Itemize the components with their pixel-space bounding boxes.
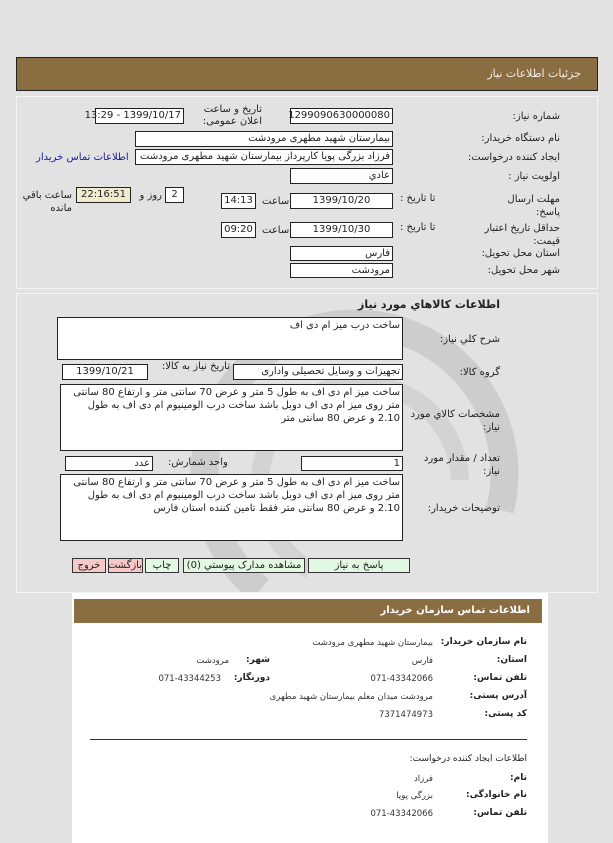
- validity-to-date-label: تا تاریخ :: [400, 222, 436, 233]
- group-field: تجهیزات و وسایل تحصیلی واداری: [233, 364, 403, 380]
- contact-city-label: شهر:: [246, 655, 270, 665]
- qty-field: 1: [301, 456, 403, 471]
- need-number-label: شماره نیاز:: [512, 111, 560, 122]
- deadline-time-field: 14:13: [221, 193, 256, 209]
- deadline-date-field: 1399/10/20: [290, 193, 393, 209]
- spec-label: مشخصات کالاي مورد نياز:: [410, 409, 500, 433]
- days-label: روز و: [139, 190, 162, 201]
- goods-title: اطلاعات کالاهاي مورد نياز: [358, 298, 500, 311]
- address-label: آدرس پستی:: [469, 691, 527, 701]
- creator-family-label: نام خانوادگی:: [465, 790, 527, 800]
- creator-phone-value: 071-43342066: [370, 809, 433, 819]
- spec-textarea[interactable]: ساخت میز ام دی اف به طول 5 متر و عرض 70 سانتی متر و ارتفاع 80 سانتی متر روی میز ام دی اف دوبل باشد ساخت درب الومینیوم ام دی اف به طول 2.10 و عرض 80 سانتی متر: [60, 384, 403, 451]
- buyer-desc-label: توضیحات خریدار:: [427, 503, 500, 514]
- page-header: جزئیات اطلاعات نیاز: [16, 57, 598, 91]
- creator-name-label: نام:: [510, 773, 527, 783]
- view-attachments-button[interactable]: مشاهده مدارک پيوستي (0): [183, 558, 305, 573]
- buyer-contact-card: [72, 593, 548, 843]
- buyer-desc-textarea[interactable]: ساخت میز ام دی اف به طول 5 متر و عرض 70 سانتی متر و ارتفاع 80 سانتی متر روی میز ام دی اف دوبل باشد ساخت درب الومینیوم ام دی اف به طول 2.10 و عرض 80 سانتی متر فقط تامین کننده استان فارس: [60, 474, 403, 541]
- remaining-days-field: 2: [165, 187, 184, 203]
- validity-time-label: ساعت: [262, 225, 290, 236]
- creator-info-title: اطلاعات ایجاد کننده درخواست:: [409, 754, 527, 764]
- validity-time-field: 09:20: [221, 222, 256, 238]
- announce-label: تاریخ و ساعت اعلان عمومی:: [202, 104, 262, 127]
- need-date-label: تاریخ نیاز به کالا:: [161, 361, 230, 372]
- buyer-label: نام دستگاه خریدار:: [481, 133, 560, 144]
- creator-label: ایجاد کننده درخواست:: [467, 152, 560, 163]
- contact-province-value: فارس: [411, 656, 433, 666]
- priority-field: عادي: [290, 168, 393, 184]
- validity-label: حداقل تاریخ اعتبار قیمت:: [484, 223, 560, 247]
- buyer-contact-link[interactable]: اطلاعات تماس خریدار: [36, 152, 129, 163]
- fax-label: دورنگار:: [233, 673, 270, 683]
- deadline-label: مهلت ارسال پاسخ:: [507, 194, 560, 218]
- exit-button[interactable]: خروج: [72, 558, 106, 573]
- print-button[interactable]: چاپ: [145, 558, 179, 573]
- city-label: شهر محل تحویل:: [487, 265, 560, 276]
- unit-label: واحد شمارش:: [168, 457, 228, 468]
- province-label: استان محل تحویل:: [481, 248, 560, 259]
- qty-label: تعداد / مقدار مورد نياز:: [423, 453, 500, 477]
- contact-phone-value: 071-43342066: [370, 674, 433, 684]
- postal-label: کد پستی:: [484, 709, 527, 719]
- announce-date-field: 1399/10/17 - 13:29: [95, 108, 184, 124]
- summary-label: شرح کلي نياز:: [439, 334, 500, 345]
- need-date-field: 1399/10/21: [62, 364, 148, 380]
- group-label: گروه کالا:: [459, 367, 500, 378]
- reply-button[interactable]: پاسخ به نياز: [308, 558, 410, 573]
- creator-phone-label: تلفن تماس:: [473, 808, 527, 818]
- summary-textarea[interactable]: ساخت درب میز ام دی اف: [57, 317, 403, 360]
- buyer-field: بیمارستان شهید مطهری مرودشت: [135, 131, 393, 147]
- divider: [90, 739, 527, 740]
- province-field: فارس: [290, 246, 393, 261]
- contact-phone-label: تلفن تماس:: [473, 673, 527, 683]
- remaining-timer: 22:16:51: [76, 187, 131, 203]
- creator-field: فرزاد بزرگی پویا کارپرداز بیمارستان شهید مطهری مرودشت: [135, 149, 393, 165]
- city-field: مرودشت: [290, 263, 393, 278]
- contact-card-title: اطلاعات تماس سازمان خریدار: [74, 599, 542, 623]
- creator-family-value: بزرگی پویا: [396, 791, 433, 801]
- validity-date-field: 1399/10/30: [290, 222, 393, 238]
- org-label: نام سازمان خریدار:: [440, 637, 527, 647]
- creator-name-value: فرزاد: [413, 774, 433, 784]
- address-value: مرودشت میدان معلم بیمارستان شهید مطهری: [269, 692, 433, 702]
- org-value: بیمارستان شهید مطهری مرودشت: [312, 638, 433, 648]
- back-button[interactable]: بازگشت: [107, 560, 142, 571]
- deadline-time-label: ساعت: [262, 196, 290, 207]
- postal-value: 7371474973: [378, 710, 433, 720]
- contact-province-label: استان:: [496, 655, 527, 665]
- fax-value: 071-43344253: [158, 674, 221, 684]
- contact-city-value: مرودشت: [196, 656, 229, 666]
- remaining-hours-label: ساعت باقي مانده: [22, 190, 72, 214]
- priority-label: اولویت نیاز :: [508, 171, 560, 182]
- unit-field: عدد: [65, 456, 153, 471]
- deadline-to-date-label: تا تاریخ :: [400, 193, 436, 204]
- need-number-field: 1299090630000080: [290, 108, 393, 124]
